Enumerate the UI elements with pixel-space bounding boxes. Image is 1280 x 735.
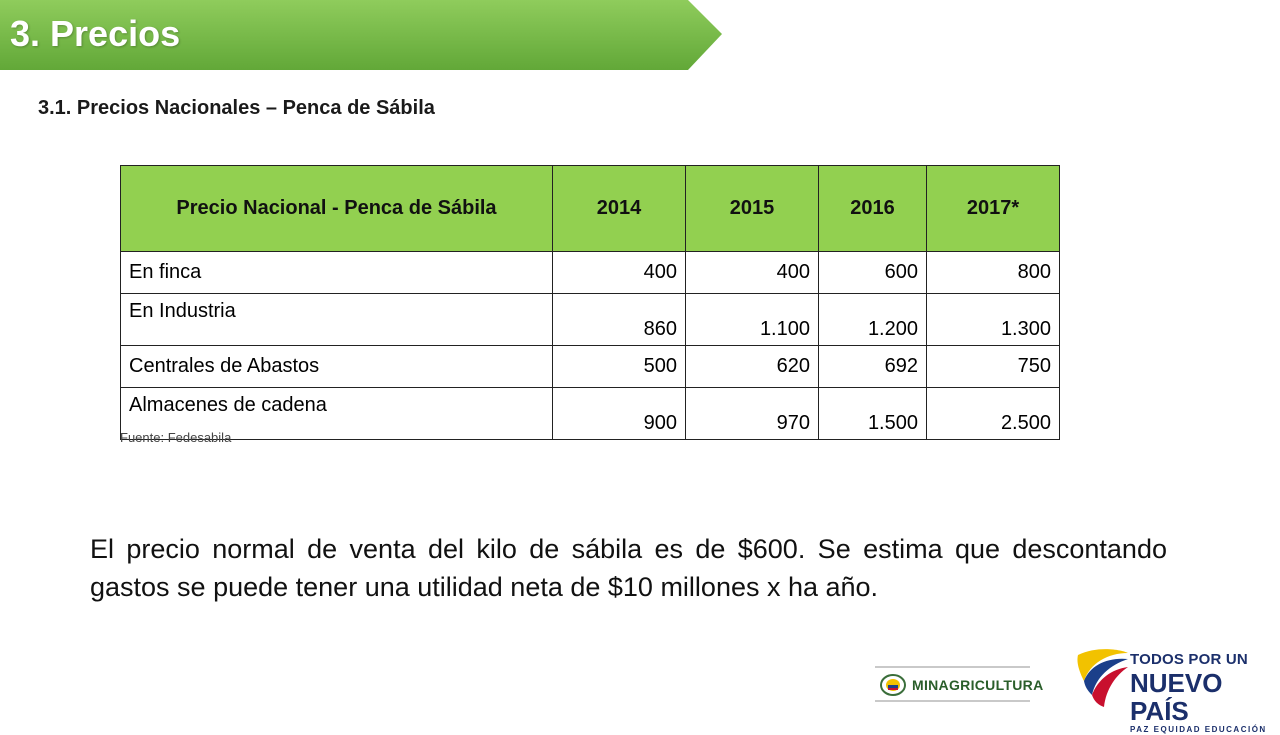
table-row <box>121 346 1060 388</box>
row-label: Almacenes de cadena <box>121 388 553 440</box>
table-source-note: Fuente: Fedesabila <box>120 430 232 445</box>
table-cell: 900 <box>553 388 686 440</box>
body-paragraph: El precio normal de venta del kilo de sábila es de $600. Se estima que descontando gastos se puede tener una utilidad neta de $10 millones x ha año. <box>90 534 1167 602</box>
table-cell: 620 <box>686 346 819 388</box>
slogan-line-2: NUEVO PAÍS <box>1130 668 1223 726</box>
table-cell: 2.500 <box>927 388 1060 440</box>
slogan-line-3: PAZ EQUIDAD EDUCACIÓN <box>1130 725 1267 734</box>
header-cell-2015: 2015 <box>686 166 819 252</box>
price-table <box>120 165 1060 440</box>
table-cell: 860 <box>553 294 686 346</box>
table-cell: 750 <box>927 346 1060 388</box>
row-label: En finca <box>121 252 553 294</box>
flag-swoosh-icon <box>1068 645 1132 717</box>
header-cell-label: Precio Nacional - Penca de Sábila <box>121 166 553 252</box>
table-cell: 1.500 <box>819 388 927 440</box>
table-row <box>121 294 1060 346</box>
slogan-text <box>1130 651 1268 735</box>
table-cell: 500 <box>553 346 686 388</box>
header-cell-2016: 2016 <box>819 166 927 252</box>
footer-divider <box>875 700 1030 702</box>
colombia-seal-icon <box>880 674 906 696</box>
table-cell: 400 <box>686 252 819 294</box>
table-cell: 600 <box>819 252 927 294</box>
table-cell: 692 <box>819 346 927 388</box>
table-cell: 800 <box>927 252 1060 294</box>
table-cell: 1.100 <box>686 294 819 346</box>
row-label: En Industria <box>121 294 553 346</box>
table-header-row <box>121 166 1060 252</box>
todos-por-un-nuevo-pais-logo <box>1068 645 1268 734</box>
minagricultura-logo <box>880 672 1043 698</box>
header-cell-2014: 2014 <box>553 166 686 252</box>
minagricultura-label: MINAGRICULTURA <box>912 677 1044 693</box>
title-banner <box>0 0 725 72</box>
table-cell: 400 <box>553 252 686 294</box>
table-cell: 1.300 <box>927 294 1060 346</box>
row-label: Centrales de Abastos <box>121 346 553 388</box>
page-title: 3. Precios <box>10 13 181 54</box>
table-row <box>121 388 1060 440</box>
table-cell: 970 <box>686 388 819 440</box>
table-row <box>121 252 1060 294</box>
footer-divider <box>875 666 1030 668</box>
table-cell: 1.200 <box>819 294 927 346</box>
slogan-line-1: TODOS POR UN <box>1130 651 1248 668</box>
header-cell-2017: 2017* <box>927 166 1060 252</box>
section-subtitle: 3.1. Precios Nacionales – Penca de Sábila <box>38 97 435 119</box>
